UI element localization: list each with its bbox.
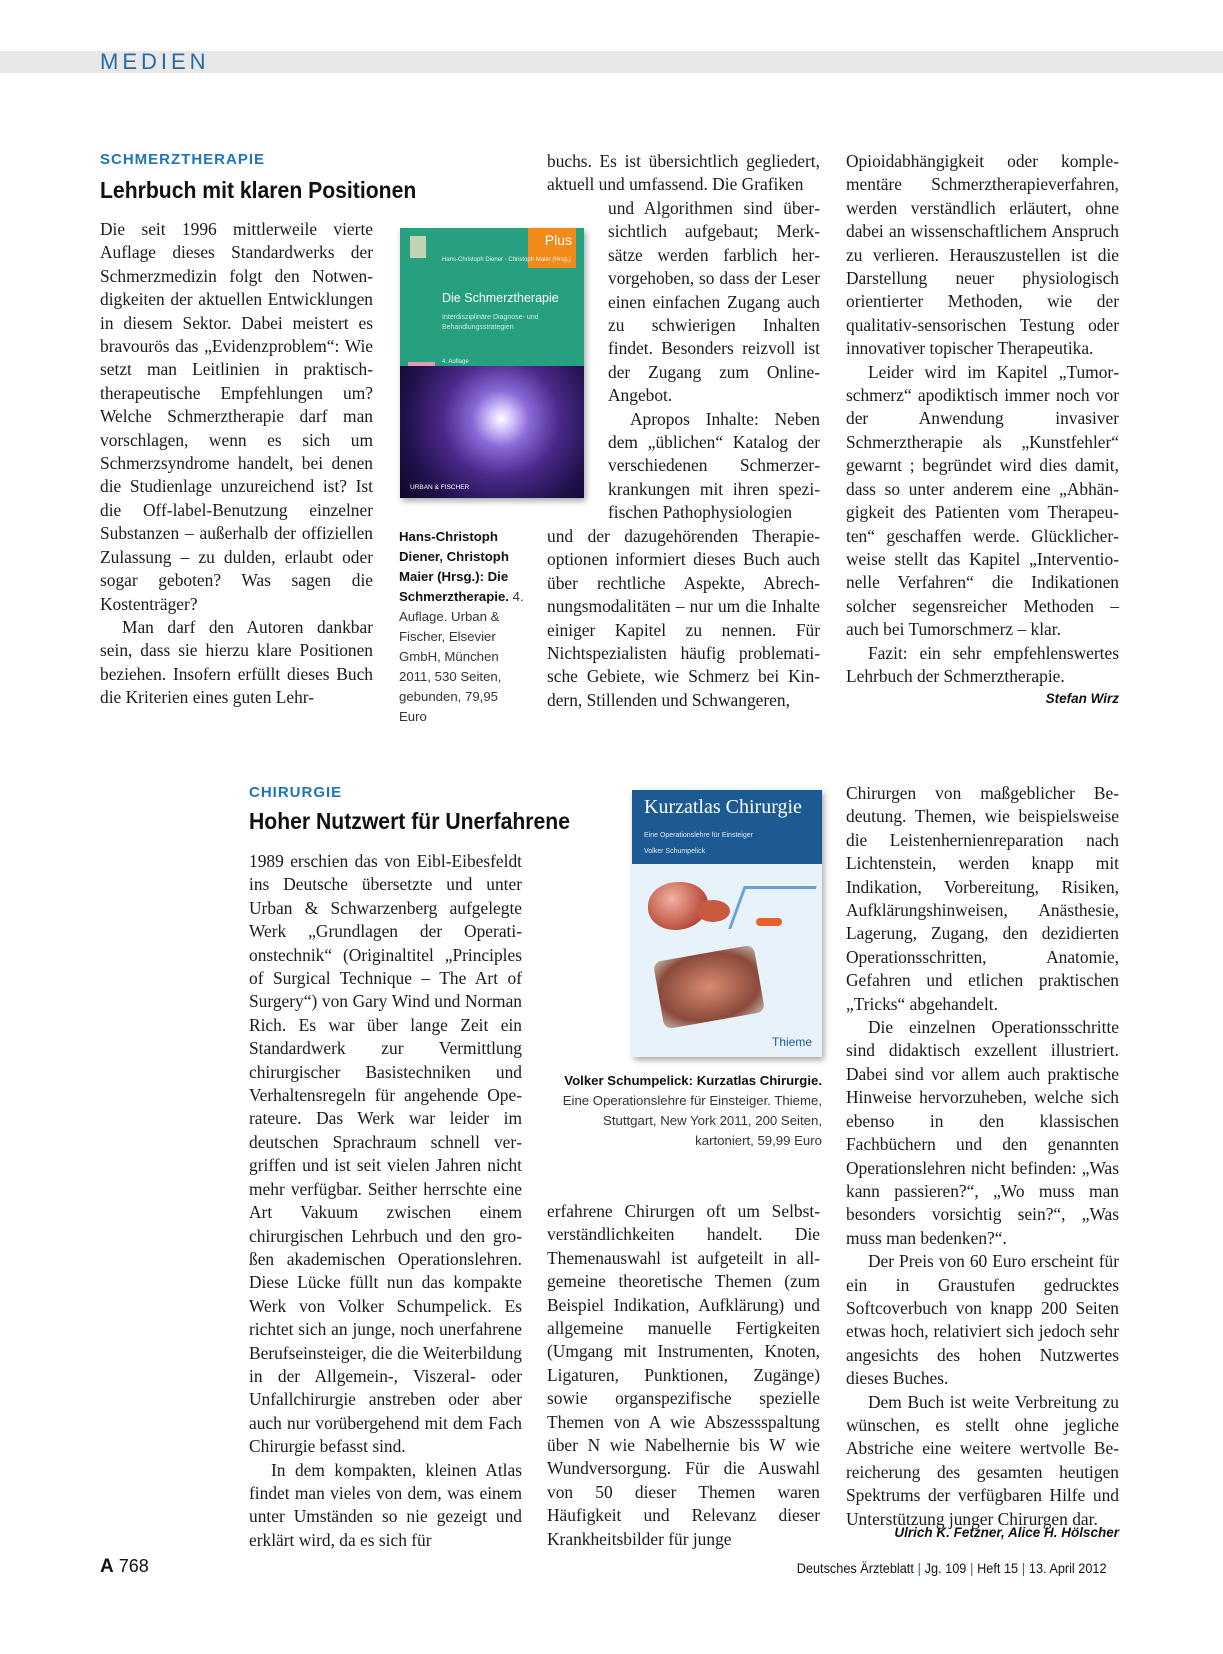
thieme-logo: Thieme [771,1035,812,1049]
plus-badge: Plus [528,228,576,268]
cover-title: Die Schmerztherapie [442,291,559,305]
surgery-illustration [653,945,765,1030]
journal-issue: Heft 15 [976,1561,1018,1576]
article1-column-2-bottom: und der dazugehörenden Therapieoptionen informiert dieses Buch auch über rechtliche Aspekte, Abrechnungsmodalitäten – nur um die Inhalte einiger Kapitel zu nennen. Für Nichtspezialisten häufig problematische Gebiete, wie Schmerz bei Kindern, Stillenden und Schwangeren, [547,526,820,710]
cover-title: Kurzatlas Chirurgie [644,796,802,818]
caption-title: Hans-Christoph Diener, Christoph Maier (Hrsg.): Die Schmerztherapie. [399,529,509,604]
caption-title: Volker Schumpelick: Kurzatlas Chirurgie. [564,1073,822,1088]
article2-column-3 [846,782,1119,1531]
paragraph: Dem Buch ist weite Verbreitung zu wünschen, es stellt ohne jegliche Abstriche eine weitere wertvolle Bereicherung des gesamten heutigen Spektrums der verfügbaren Hilfe und Unterstützung junger Chirurgen dar. [846,1391,1119,1529]
article2-signature: Ulrich K. Fetzner, Alice H. Hölscher [894,1525,1119,1540]
journal-name: Deutsches Ärzteblatt [796,1561,914,1576]
cover-edition: 4. Auflage [442,359,469,365]
article2-column-2: erfahrene Chirurgen oft um Selbstverständlichkeiten handelt. Die Themenauswahl ist aufgeteilt in allgemeine theoretische Themen (zum Beispiel Indikation, Aufklärung) und allgemeine manuelle Fertigkeiten (Umgang mit Instrumenten, Knoten, Ligaturen, Punktionen, Zugänge) sowie organspezifische spezielle Themen von A wie Abszessspaltung über N wie Nabelhernie bis W wie Wundversorgung. Für die Auswahl von 50 dieser Themen waren Häufigkeit und Relevanz dieser Krankheitsbilder für junge [547,1201,820,1549]
organ-illustration [696,900,730,922]
paragraph: 1989 erschien das von Eibl-Eibesfeldt ins Deutsche übersetzte und unter Urban & Schwarzenberg aufgelegte Werk „Grundlagen der Operationstechnik“ (Originaltitel „Principles of Surgical Technique – The Art of Surgery“) von Gary Wind und Norman Rich. Es war über lange Zeit ein Standardwerk zur Vermittlung chirurgischer Basistechniken und Verhaltensregeln für angehende Operateure. Das Werk war leider im deutschen Sprachraum schnell vergriffen und ist seit vielen Jahren nicht mehr verfügbar. Seither herrschte eine Art Vakuum zwischen einem chirurgischen Lehrbuch und den großen akademischen Operationslehren. Diese Lücke füllt nun das kompakte Werk von Volker Schumpelick. Es richtet sich an junge, noch unerfahrene Berufseinsteiger, die die Weiterbildung in der Allgemein-, Viszeral- oder Unfallchirurgie anstreben oder aber auch nur vorübergehend mit dem Fach Chirurgie befasst sind. [249,851,522,1457]
cover-subtitle: Eine Operationslehre für Einsteiger [644,832,753,839]
page-number [100,1556,149,1578]
cover-subtitle: Interdisziplinäre Diagnose- und Behandlungsstrategien [442,314,539,331]
book-cover-kurzatlas-chirurgie [632,790,822,1057]
paragraph: Die einzelnen Operationsschritte sind didaktisch exzellent illustriert. Dabei sind vor allem auch praktische Hinweise hervorzuheben, welche sich ebenso in den klassischen Fachbüchern und den genannten Operationslehren nicht befinden: „Was kann passieren?“, „Wo muss man besonders vorsichtig sein?“, „Was muss man bedenken?“. [846,1017,1119,1248]
caption-details: 4. Auflage. Urban & Fischer, Elsevier GmbH, München 2011, 530 Seiten, gebunden, 79,95 Euro [399,589,524,724]
elsevier-logo-icon [410,236,426,258]
paragraph: Leider wird im Kapitel „Tumorschmerz“ apodiktisch immer noch vor der Anwendung invasiver Schmerztherapie als „Kunstfehler“ gewarnt ; begründet wird dies damit, dass so unter anderem eine „Abhängigkeit des Patienten vom Therapeuten“ geschaffen werde. Glücklicherweise stellt das Kapitel „Interventionelle Verfahren“ die Indikationen solcher segensreicher Methoden – auch bei Tumorschmerz – klar. [846,361,1119,640]
instrument-tip-illustration [756,918,782,926]
journal-volume: Jg. 109 [924,1561,966,1576]
paragraph: In dem kompakten, kleinen Atlas findet man vieles von dem, was einem unter Umständen so nie gezeigt und erklärt wird, da es sich für [249,1459,522,1550]
cover-author: Volker Schumpelick [644,848,706,855]
article1-kicker: SCHMERZTHERAPIE [100,151,266,168]
paragraph: Der Preis von 60 Euro erscheint für ein in Graustufen gedrucktes Softcoverbuch von knapp 200 Seiten etwas hoch, relativiert sich jedoch sehr angesichts des hohen Nutzwertes dieses Buches. [846,1251,1119,1389]
article1-column-2-wrap [608,197,820,525]
paragraph: Apropos Inhalte: Neben dem „üblichen“ Katalog der verschiedenen Schmerzerkrankungen mit ihren spezifischen Pathophysiologien [608,408,820,523]
article1-column-3 [846,150,1119,688]
article2-kicker: CHIRURGIE [249,784,343,801]
article2-headline: Hoher Nutzwert für Unerfahrene [249,808,570,834]
cover-publisher: URBAN & FISCHER [410,484,470,491]
journal-date: 13. April 2012 [1028,1561,1106,1576]
paragraph: Die seit 1996 mittlerweile vierte Auflage dieses Standardwerks der Schmerzmedizin folgt den Notwendigkeiten der aktuellen Entwicklungen in diesem Sektor. Dabei meistert es bravourös das „Evidenzproblem“: Wie setzt man Leitlinien in praktisch-therapeutische Empfehlungen um? Welche Schmerztherapie darf man vorschlagen, wenn es sich um Schmerzsyndrome handelt, bei denen die Studienlage unzureichend ist? Ist die Off-label-Benutzung einzelner Substanzen – außerhalb der offiziellen Zulassung – zu dulden, erlaubt oder sogar geboten? Was sagen die Kostenträger? [100,219,373,614]
article1-headline: Lehrbuch mit klaren Positionen [100,177,417,203]
article1-column-2-top: buchs. Es ist übersichtlich gegliedert, aktuell und umfassend. Die Grafiken [547,151,820,195]
article1-caption [399,527,527,727]
cover-authors: Hans-Christoph Diener · Christoph Maier (Hrsg.) [442,257,571,263]
paragraph: Fazit: ein sehr empfehlenswertes Lehrbuch der Schmerztherapie. [846,642,1119,686]
page-number-value: 768 [118,1556,149,1576]
lightning-image [400,366,584,498]
article1-signature: Stefan Wirz [1045,691,1119,706]
paragraph: und Algorithmen sind übersichtlich aufgebaut; Merksätze werden farblich hervorgehoben, so dass der Leser einen einfachen Zugang auch zu schwierigen Inhalten findet. Besonders reizvoll ist der Zugang zum Online-Angebot. [608,198,820,406]
paragraph: Man darf den Autoren dankbar sein, dass sie hierzu klare Positionen beziehen. Insofern erfüllt dieses Buch die Kriterien eines guten Lehr- [100,616,373,708]
book-cover-schmerztherapie [400,228,584,498]
page-prefix: A [100,1556,114,1577]
article2-caption [547,1071,822,1151]
caption-details: Eine Operationslehre für Einsteiger. Thieme, Stuttgart, New York 2011, 200 Seiten, kartoniert, 59,99 Euro [562,1093,822,1148]
footer-citation: Deutsches Ärzteblatt | Jg. 109 | Heft 15 | 13. April 2012 [796,1561,1106,1576]
article1-column-1 [100,218,373,710]
paragraph: Opioidabhängigkeit oder komplementäre Schmerztherapieverfahren, werden verständlich erläutert, ohne dabei an wissenschaftlichem Anspruch zu verlieren. Herauszustellen ist die Darstellung neuer physiologisch orientierter Methoden, wie der qualitativ-sensorischen Testung oder innovativer topischer Therapeutika. [846,151,1119,359]
section-label: MEDIEN [100,49,210,74]
article2-column-1 [249,850,522,1552]
paragraph: Chirurgen von maßgeblicher Bedeutung. Themen, wie beispielsweise die Leistenhernienreparation nach Lichtenstein, werden knapp mit Indikation, Vorbereitung, Risiken, Aufklärungshinweisen, Anästhesie, Lagerung, Zugang, den dezidierten Operationsschritten, Anatomie, Gefahren und etlichen praktischen „Tricks“ abgehandelt. [846,783,1119,1014]
